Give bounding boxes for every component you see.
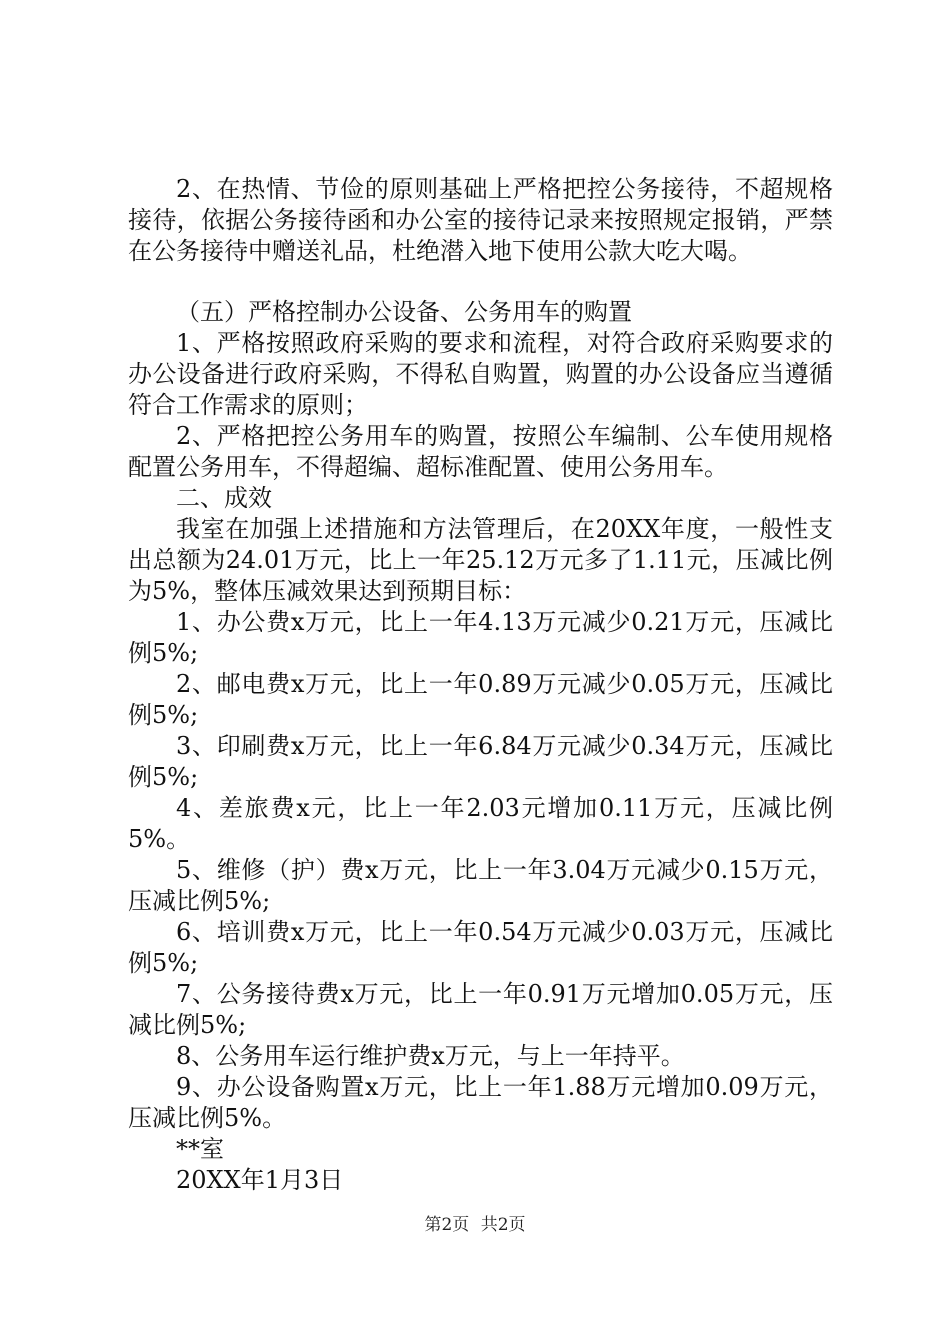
list-item-vehicle-operation: 8、公务用车运行维护费x万元，与上一年持平。 (176, 1042, 685, 1070)
list-item-training: 6、培训费x万元，比上一年0.54万元减少0.03万元，压减比例5%; (128, 918, 833, 977)
list-item-maintenance: 5、维修（护）费x万元，比上一年3.04万元减少0.15万元，压减比例5%; (128, 856, 833, 915)
list-item-office: 1、办公费x万元，比上一年4.13万元减少0.21万元，压减比例5%; (128, 608, 833, 667)
section-heading-results: 二、成效 (176, 484, 272, 512)
list-item-reception: 7、公务接待费x万元，比上一年0.91万元增加0.05万元，压减比例5%; (128, 980, 833, 1039)
paragraph-reception-rule: 2、在热情、节俭的原则基础上严格把控公务接待，不超规格接待，依据公务接待函和办公室的接待记录来按照规定报销，严禁在公务接待中赠送礼品，杜绝潜入地下使用公款大吃大喝。 (128, 175, 833, 265)
list-item-printing: 3、印刷费x万元，比上一年6.84万元减少0.34万元，压减比例5%; (128, 732, 833, 791)
page-footer (0, 1214, 950, 1236)
signature-office: **室 (176, 1135, 224, 1163)
signature-date: 20XX年1月3日 (176, 1166, 344, 1194)
document-body (128, 174, 833, 1196)
paragraph-vehicle: 2、严格把控公务用车的购置，按照公车编制、公车使用规格配置公务用车，不得超编、超标准配置、使用公务用车。 (128, 422, 833, 481)
paragraph-procurement: 1、严格按照政府采购的要求和流程，对符合政府采购要求的办公设备进行政府采购，不得私自购置，购置的办公设备应当遵循符合工作需求的原则； (128, 329, 833, 419)
list-item-postal: 2、邮电费x万元，比上一年0.89万元减少0.05万元，压减比例5%; (128, 670, 833, 729)
page-number: 第2页 (424, 1215, 470, 1235)
section-heading-equipment: （五）严格控制办公设备、公务用车的购置 (176, 298, 632, 326)
page-total: 共2页 (480, 1215, 526, 1235)
paragraph-summary: 我室在加强上述措施和方法管理后，在20XX年度，一般性支出总额为24.01万元，比上一年25.12万元多了1.11元，压减比例为5%，整体压减效果达到预期目标： (128, 515, 833, 605)
list-item-equipment: 9、办公设备购置x万元，比上一年1.88万元增加0.09万元，压减比例5%。 (128, 1073, 833, 1132)
list-item-travel: 4、差旅费x元，比上一年2.03元增加0.11万元，压减比例5%。 (128, 794, 833, 853)
